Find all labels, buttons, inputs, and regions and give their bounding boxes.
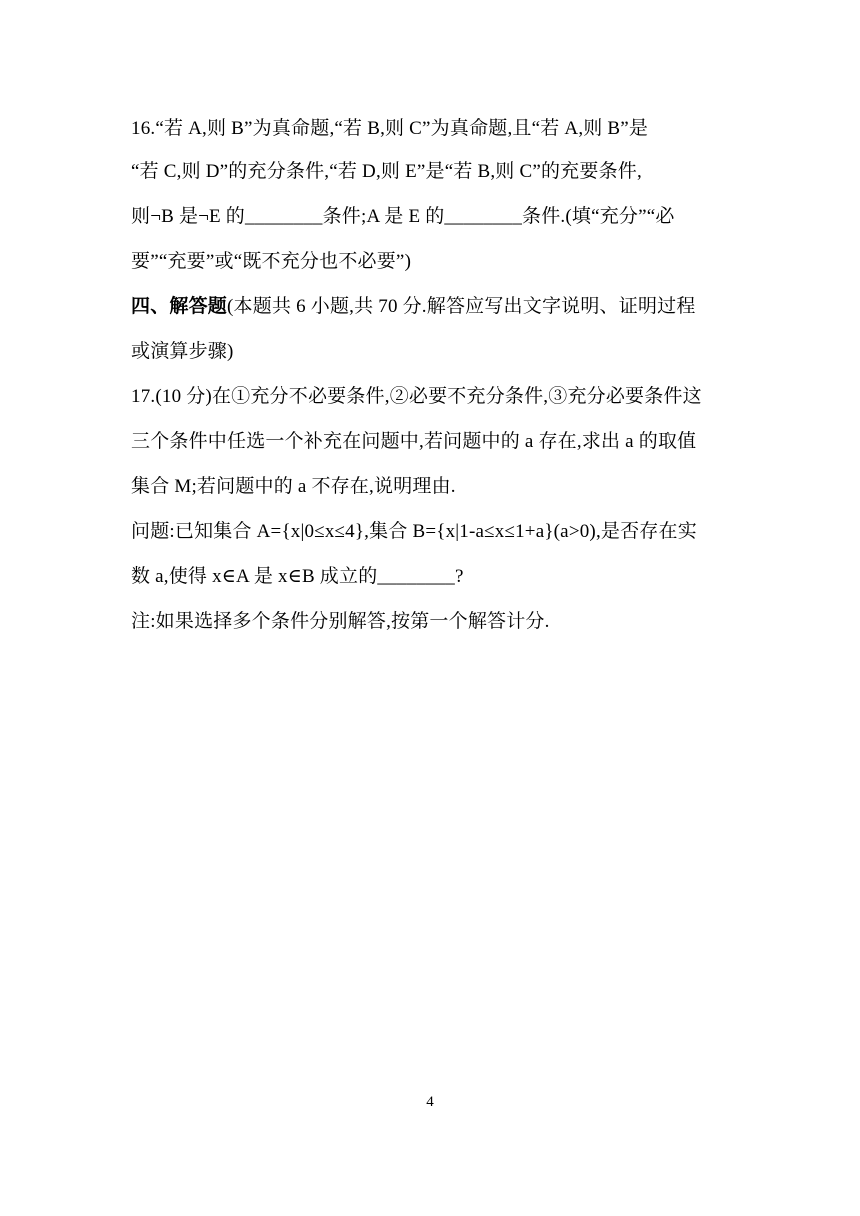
- question-16-line-1: 16.“若 A,则 B”为真命题,“若 B,则 C”为真命题,且“若 A,则 B”是: [131, 118, 649, 139]
- page-number: 4: [426, 1094, 434, 1110]
- question-16-line-2: “若 C,则 D”的充分条件,“若 D,则 E”是“若 B,则 C”的充要条件,: [131, 161, 642, 182]
- section-4-heading-row: [131, 295, 696, 319]
- question-17-line-3: 集合 M;若问题中的 a 不存在,说明理由.: [131, 476, 456, 497]
- section-4-instructions-line-2: 或演算步骤): [131, 341, 234, 362]
- question-16-line-4: 要”“充要”或“既不充分也不必要”): [131, 251, 412, 272]
- question-17-note: 注:如果选择多个条件分别解答,按第一个解答计分.: [131, 611, 550, 632]
- question-16-line-3: 则¬B 是¬E 的________条件;A 是 E 的________条件.(填“充分”“必: [131, 206, 675, 227]
- section-4-instructions: (本题共 6 小题,共 70 分.解答应写出文字说明、证明过程: [227, 296, 696, 317]
- question-17-problem-line-1: 问题:已知集合 A={x|0≤x≤4},集合 B={x|1-a≤x≤1+a}(a>0),是否存在实: [131, 521, 697, 542]
- section-4-heading: 四、解答题: [131, 296, 228, 317]
- question-17-line-1: 17.(10 分)在①充分不必要条件,②必要不充分条件,③充分必要条件这: [131, 386, 702, 407]
- question-17-problem-line-2: 数 a,使得 x∈A 是 x∈B 成立的________?: [131, 566, 464, 587]
- question-17-line-2: 三个条件中任选一个补充在问题中,若问题中的 a 存在,求出 a 的取值: [131, 431, 697, 452]
